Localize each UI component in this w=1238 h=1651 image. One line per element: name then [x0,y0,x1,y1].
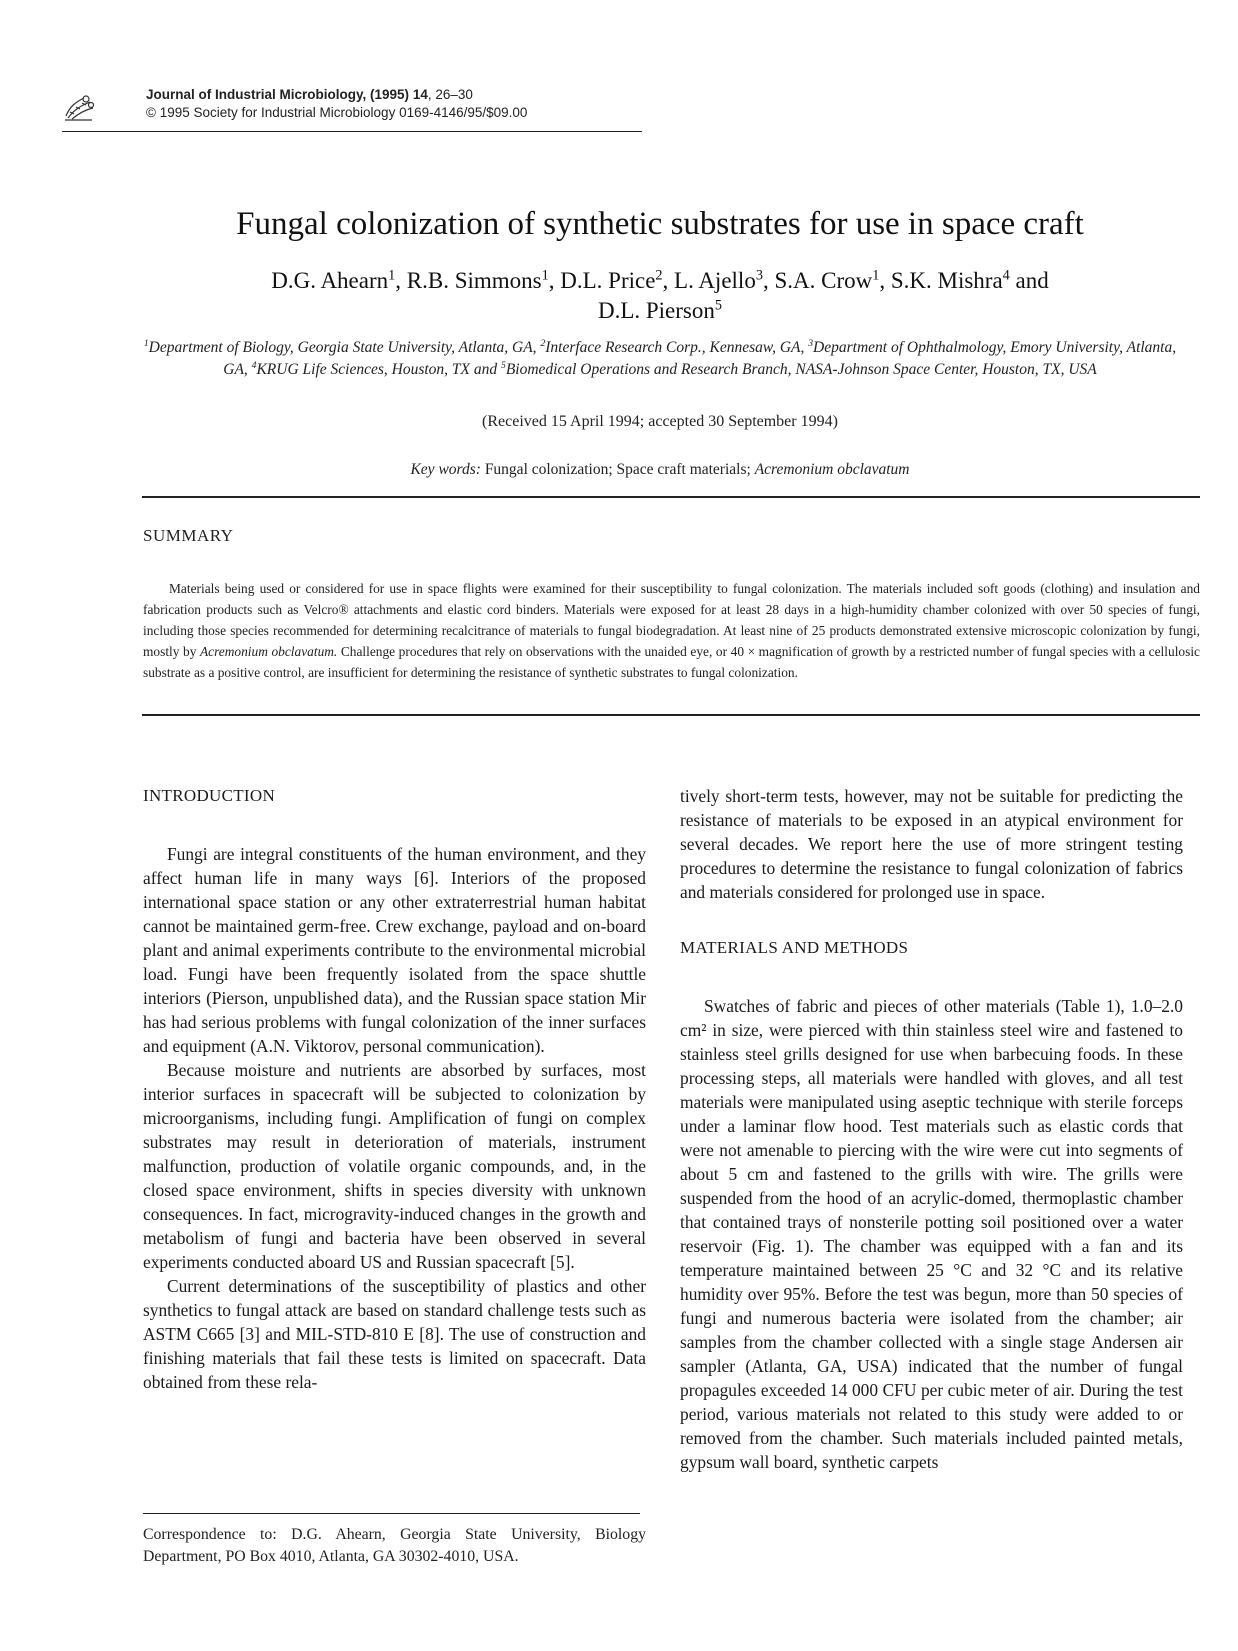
introduction-paragraph-2: Because moisture and nutrients are absorbed by surfaces, most interior surfaces in spacecraft will be subjected to colonization by microorganisms, including fungi. Amplification of fungi on complex substrates may result in deterioration of materials, instrument malfunction, production of volatile organic compounds, and, in the closed space environment, shifts in species diversity with unknown consequences. In fact, microgravity-induced changes in the growth and metabolism of fungi and bacteria have been observed in several experiments conducted aboard US and Russian spacecraft [5]. [143,1060,646,1272]
journal-volume: 14 [412,87,428,102]
affiliation: Biomedical Operations and Research Branch, NASA-Johnson Space Center, Houston, TX, USA [505,361,1097,378]
affiliation: Interface Research Corp., Kennesaw, GA, [545,339,809,356]
journal-citation [146,86,527,104]
introduction-paragraph-3-continued: tively short-term tests, however, may not be suitable for predicting the resistance of materials to be exposed in an atypical environment for several decades. We report here the use of more stringent testing procedures to determine the resistance to fungal colonization of fabrics and materials considered for prolonged use in space. [680,786,1183,902]
author-affiliation-number: 3 [755,267,763,284]
journal-name: Journal of Industrial Microbiology, (1995) [146,87,410,102]
author-affiliation-number: 1 [872,267,880,284]
journal-logo-icon [62,92,96,122]
summary-species: Acremonium obclavatum. [199,644,338,659]
author-affiliation-number: 4 [1002,267,1010,284]
introduction-heading: INTRODUCTION [143,786,276,805]
left-column [143,784,646,1394]
author-affiliation-number: 2 [655,267,663,284]
author-list: D.G. Ahearn$^1$, R.B. Simmons$^1$, D.L. Price$^2$, L. Ajello$^3$, S.A. Crow$^1$, S.K. Mishra$^4$ and D.L. Pierson$^5$ [271,267,1049,323]
methods-paragraph-1: Swatches of fabric and pieces of other materials (Table 1), 1.0–2.0 cm² in size, were pierced with thin stainless steel wire and fastened to stainless steel grills designed for use when barbecuing foods. In these processing steps, all materials were handled with gloves, and all test materials were manipulated using aseptic technique with sterile forceps under a laminar flow hood. Test materials such as elastic cords that were not amenable to piercing with the wire were cut into segments of about 5 cm and fastened to the grills with wire. The grills were suspended from the hood of an acrylic-domed, thermoplastic chamber that contained trays of nonsterile potting soil positioned over a water reservoir (Fig. 1). The chamber was equipped with a fan and its temperature maintained between 25 °C and 32 °C and its relative humidity over 95%. Before the test was begun, more than 50 species of fungi and numerous bacteria were isolated from the chamber; air samples from the chamber collected with a single stage Andersen air sampler (Atlanta, GA, USA) indicated that the number of fungal propagules exceeded 14 000 CFU per cubic meter of air. During the test period, various materials not related to this study were added to or removed from the chamber. Such materials included painted metals, gypsum wall board, synthetic carpets [680,996,1183,1472]
keywords-text: Fungal colonization; Space craft materials; [484,461,751,478]
methods-heading: MATERIALS AND METHODS [680,938,909,957]
affiliation: KRUG Life Sciences, Houston, TX and [256,361,502,378]
affiliation: Department of Biology, Georgia State University, Atlanta, GA, [148,339,541,356]
author-name: R.B. Simmons [406,268,542,293]
affiliation: Department of Ophthalmology, Emory University, Atlanta, GA, [223,339,1177,378]
summary-text: Materials being used or considered for use in space flights were examined for their susceptibility to fungal colonization. The materials included soft goods (clothing) and insulation and fabrication products such as Velcro® attachments and elastic cord binders. Materials were exposed for at least 28 days in a high-humidity chamber colonized with over 50 species of fungi, including those species recommended for determining recalcitrance of materials to fungal biodegradation. At least nine of 25 products demonstrated extensive microscopic colonization by fungi, mostly by Acremonium obclavatum. Challenge procedures that rely on observations with the unaided eye, or 40 × magnification of growth by a restricted number of fungal species with a cellulosic substrate as a positive control, are insufficient for determining the resistance of synthetic substrates to fungal colonization. [143,581,1200,680]
right-column [680,784,1183,1474]
author-affiliation-number: 5 [714,297,723,314]
author-name: D.G. Ahearn [271,268,389,293]
journal-copyright: © 1995 Society for Industrial Microbiology 0169-4146/95/$09.00 [146,105,528,120]
article-title: Fungal colonization of synthetic substrates for use in space craft [236,206,1084,242]
introduction-paragraph-1: Fungi are integral constituents of the human environment, and they affect human life in many ways [6]. Interiors of the proposed international space station or any other extraterrestrial human habitat cannot be maintained germ-free. Crew exchange, payload and on-board plant and animal experiments contribute to the environmental microbial load. Fungi have been frequently isolated from the space shuttle interiors (Pierson, unpublished data), and the Russian space station Mir has had serious problems with fungal colonization of the inner surfaces and equipment (A.N. Viktorov, personal communication). [143,844,646,1056]
keywords [140,459,1180,481]
received-dates: (Received 15 April 1994; accepted 30 September 1994) [482,413,838,430]
summary-heading: SUMMARY [143,526,234,545]
author-name: L. Ajello [674,268,756,293]
summary-top-divider [142,496,1200,498]
author-affiliation-number: 1 [388,267,396,284]
summary-bottom-divider [142,714,1200,716]
footnote-divider [143,1513,640,1514]
introduction-paragraph-3: Current determinations of the susceptibility of plastics and other synthetics to fungal attack are based on standard challenge tests such as ASTM C665 [3] and MIL-STD-810 E [8]. The use of construction and finishing materials that fail these tests is limited on spacecraft. Data obtained from these rela- [143,1276,646,1392]
author-name: D.L. Pierson [597,298,715,323]
correspondence-footnote: Correspondence to: D.G. Ahearn, Georgia State University, Biology Department, PO Box 4010, Atlanta, GA 30302-4010, USA. [143,1526,646,1565]
author-name: S.A. Crow [774,268,873,293]
keywords-species: Acremonium obclavatum [754,461,910,478]
affiliations: $^1$Department of Biology, Georgia State University, Atlanta, GA, $^2$Interface Research Corp., Kennesaw, GA, $^3$Department of Ophthalmology, Emory University, Atlanta, GA, $^4$KRUG Life Sciences, Houston, TX and $^5$Biomedical Operations and Research Branch, NASA-Johnson Space Center, Houston, TX, USA [143,337,1177,378]
header-divider [62,131,642,132]
keywords-label: Key words: [410,461,481,478]
journal-header [146,86,527,122]
journal-pages: , 26–30 [427,87,473,102]
author-name: S.K. Mishra [890,268,1003,293]
author-name: D.L. Price [560,268,656,293]
author-affiliation-number: 1 [541,267,549,284]
